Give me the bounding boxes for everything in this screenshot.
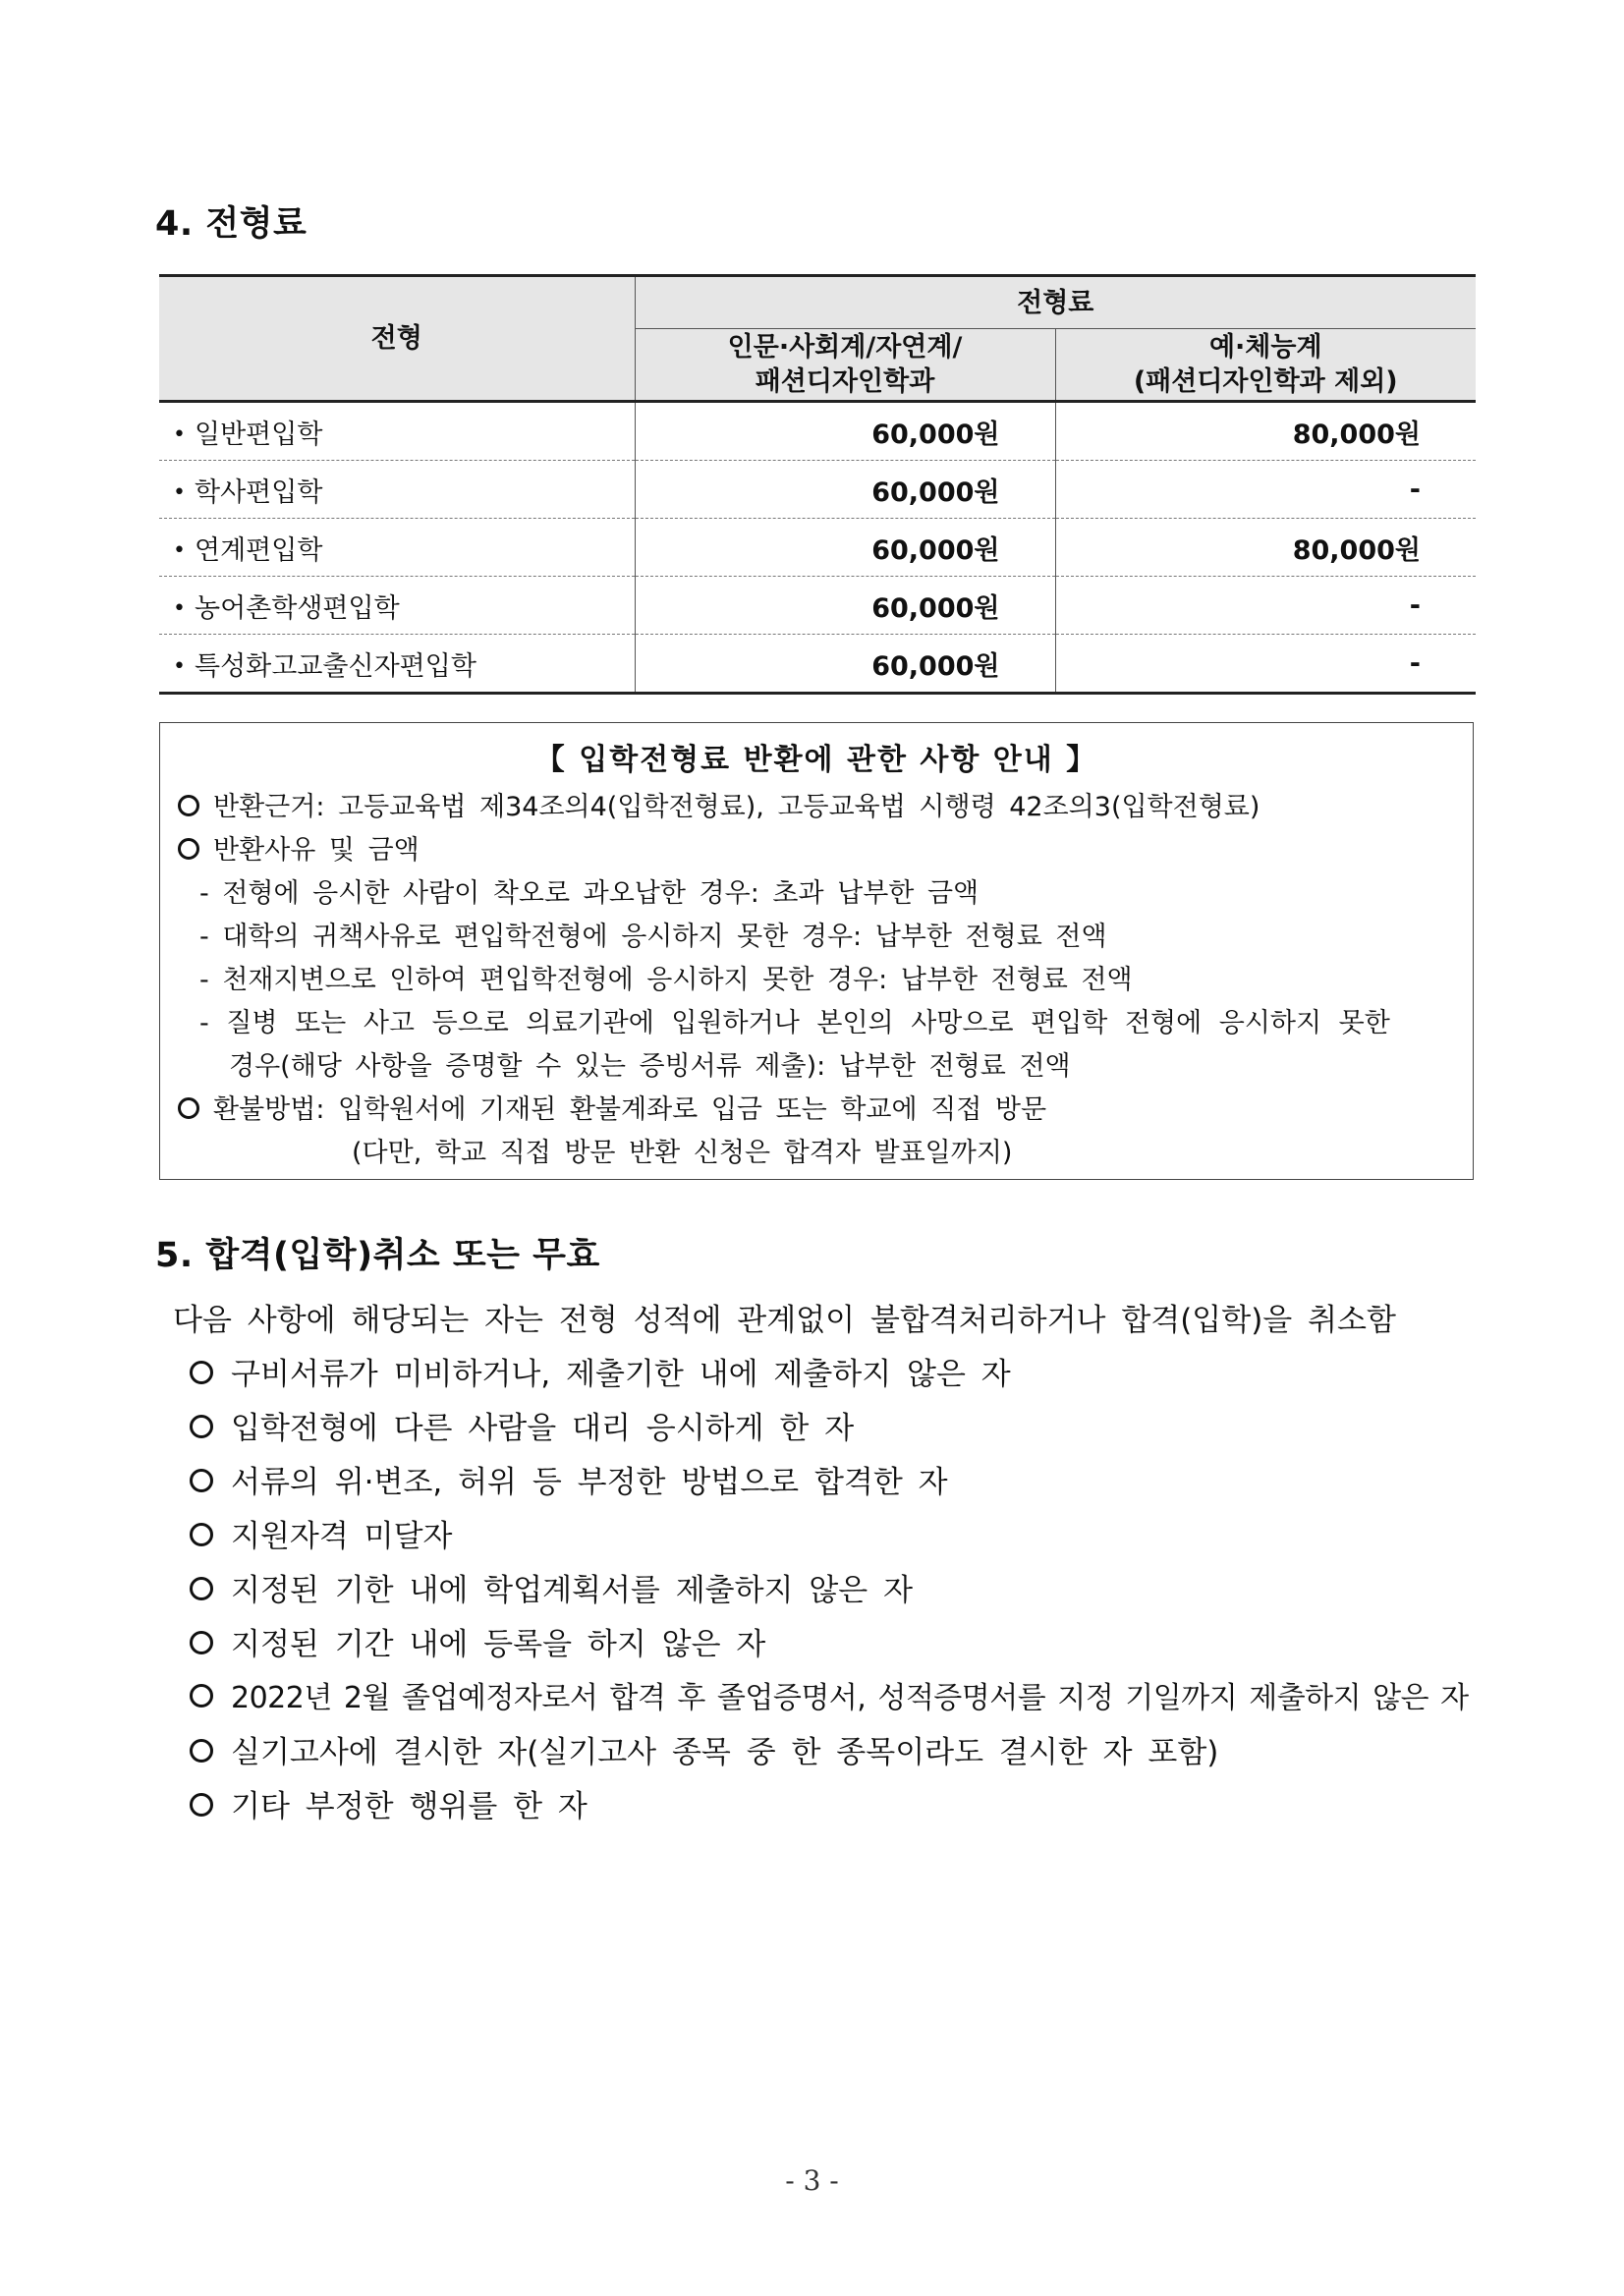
header-humanities-line2: 패션디자인학과 [755,366,935,397]
circle-bullet-icon [190,1684,213,1708]
section-4-title: 4. 전형료 [155,204,308,244]
row-fee1: 60,000원 [635,635,1055,694]
page-number: - 3 - [785,2164,839,2197]
row-type: 일반편입학 [195,419,323,450]
header-humanities [635,329,1055,402]
table-row [159,577,1476,635]
circle-bullet-icon [178,838,199,860]
notice-title: 【 입학전형료 반환에 관한 사항 안내 】 [534,743,1098,777]
header-arts [1055,329,1476,402]
row-fee2: 80,000원 [1055,519,1476,577]
list-item [190,1457,948,1501]
list-item [190,1403,854,1447]
list-item-text: 기타 부정한 행위를 한 자 [231,1789,588,1824]
bullet-icon: • [173,421,186,447]
notice-reason-item-cont: 경우(해당 사항을 증명할 수 있는 증빙서류 제출): 납부한 전형료 전액 [229,1051,1071,1082]
header-arts-line2: (패션디자인학과 제외) [1133,366,1398,397]
row-type: 연계편입학 [195,534,323,566]
circle-bullet-icon [190,1361,213,1384]
notice-reason-item: - 천재지변으로 인하여 편입학전형에 응시하지 못한 경우: 납부한 전형료 전액 [199,965,1133,995]
refund-notice-box [159,722,1474,1180]
notice-reason-item: - 전형에 응시한 사람이 착오로 과오납한 경우: 초과 납부한 금액 [199,878,980,909]
fee-table [159,274,1476,695]
notice-refund-note: (다만, 학교 직접 방문 반환 신청은 합격자 발표일까지) [352,1138,1013,1168]
bullet-icon: • [173,479,186,505]
row-fee1: 60,000원 [635,577,1055,635]
list-item-text: 지정된 기간 내에 등록을 하지 않은 자 [231,1627,766,1662]
list-item [190,1673,1469,1716]
list-item-text: 2022년 2월 졸업예정자로서 합격 후 졸업증명서, 성적증명서를 지정 기일까지 제출하지 않은 자 [231,1681,1469,1715]
notice-reason-item: - 질병 또는 사고 등으로 의료기관에 입원하거나 본인의 사망으로 편입학 전형에 응시하지 못한 [199,1008,1390,1038]
header-arts-line1: 예·체능계 [1208,332,1322,363]
row-type: 농어촌학생편입학 [195,592,400,624]
bullet-icon: • [173,595,186,621]
circle-bullet-icon [190,1577,213,1600]
list-item-text: 입학전형에 다른 사람을 대리 응시하게 한 자 [231,1411,855,1446]
circle-bullet-icon [190,1523,213,1546]
row-fee2: - [1055,635,1476,694]
row-fee1: 60,000원 [635,402,1055,461]
circle-bullet-icon [190,1739,213,1763]
header-type: 전형 [159,276,635,402]
table-row [159,519,1476,577]
row-type: 학사편입학 [195,476,323,508]
circle-bullet-icon [190,1415,213,1438]
table-row [159,635,1476,694]
list-item [190,1727,1218,1771]
row-fee2: 80,000원 [1055,402,1476,461]
circle-bullet-icon [190,1631,213,1654]
table-row [159,461,1476,519]
list-item [190,1781,588,1825]
notice-refund-method-text: 환불방법: 입학원서에 기재된 환불계좌로 입금 또는 학교에 직접 방문 [213,1094,1047,1125]
bullet-icon: • [173,653,186,679]
list-item-text: 지정된 기한 내에 학업계획서를 제출하지 않은 자 [231,1573,914,1608]
circle-bullet-icon [190,1793,213,1817]
row-fee1: 60,000원 [635,519,1055,577]
circle-bullet-icon [178,795,199,816]
circle-bullet-icon [178,1097,199,1119]
row-fee2: - [1055,461,1476,519]
row-fee1: 60,000원 [635,461,1055,519]
row-fee2: - [1055,577,1476,635]
list-item [190,1511,452,1555]
list-item-text: 지원자격 미달자 [231,1519,453,1554]
bullet-icon: • [173,537,186,563]
notice-reason-heading-text: 반환사유 및 금액 [213,835,420,866]
notice-reason-item: - 대학의 귀책사유로 편입학전형에 응시하지 못한 경우: 납부한 전형료 전액 [199,922,1107,952]
row-type: 특성화고교출신자편입학 [195,650,476,682]
table-row [159,402,1476,461]
notice-basis-text: 반환근거: 고등교육법 제34조의4(입학전형료), 고등교육법 시행령 42조의3(입학전형료) [213,792,1260,822]
list-item-text: 서류의 위·변조, 허위 등 부정한 방법으로 합격한 자 [231,1465,948,1500]
circle-bullet-icon [190,1469,213,1492]
notice-basis [178,785,1260,823]
notice-reason-heading [178,828,420,867]
notice-refund-method [178,1088,1046,1126]
header-fee: 전형료 [635,276,1476,329]
list-item [190,1349,1011,1393]
section-5-title: 5. 합격(입학)취소 또는 무효 [155,1236,600,1275]
list-item [190,1565,913,1609]
header-humanities-line1: 인문·사회계/자연계/ [727,332,963,363]
section-5-intro: 다음 사항에 해당되는 자는 전형 성적에 관계없이 불합격처리하거나 합격(입학)을 취소함 [173,1303,1396,1338]
list-item-text: 실기고사에 결시한 자(실기고사 종목 중 한 종목이라도 결시한 자 포함) [231,1735,1219,1770]
list-item [190,1619,765,1663]
list-item-text: 구비서류가 미비하거나, 제출기한 내에 제출하지 않은 자 [231,1357,1011,1392]
